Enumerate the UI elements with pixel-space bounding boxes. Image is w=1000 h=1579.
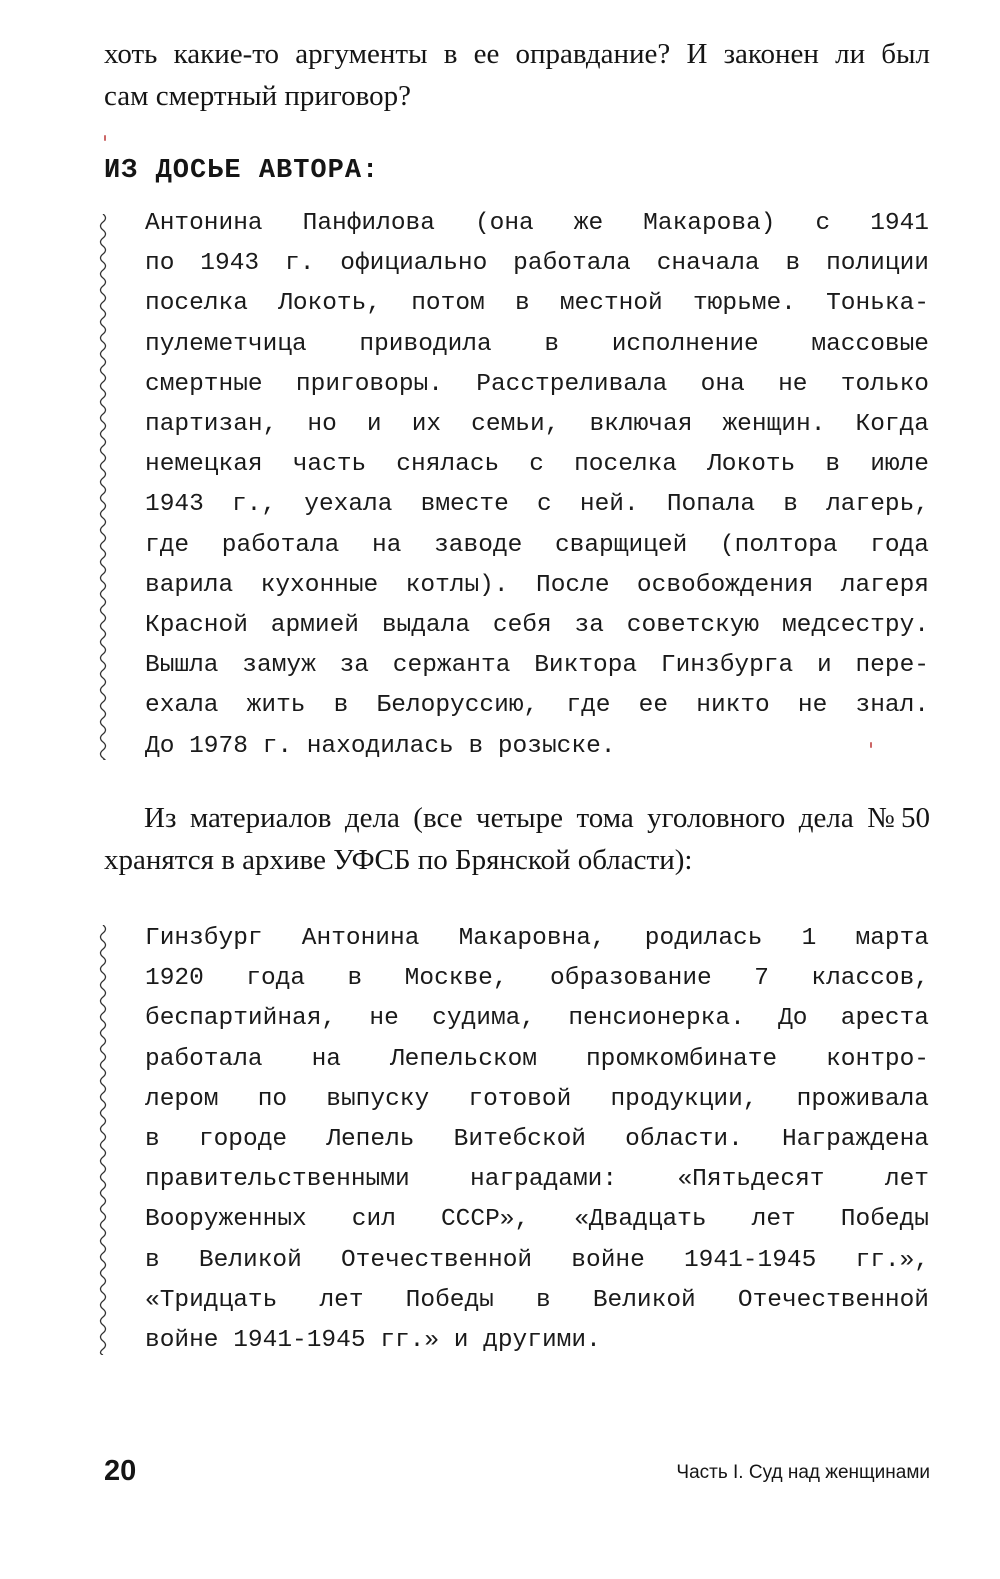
dossier-heading: ИЗ ДОСЬЕ АВТОРА: (104, 156, 380, 186)
text-line: Красной армией выдала себя за советскую медсестру. (145, 612, 929, 640)
text-line: 1943 г., уехала вместе с ней. Попала в лагерь, (145, 491, 929, 519)
text-line: работала на Лепельском промкомбинате контро- (145, 1045, 929, 1073)
text-line: 1920 года в Москве, образование 7 классов, (145, 965, 929, 993)
text-line: правительственными наградами: «Пятьдесят лет (145, 1166, 929, 1194)
text-line: сам смертный приговор? (104, 80, 411, 112)
text-line: Антонина Панфилова (она же Макарова) с 1941 (145, 210, 929, 237)
wavy-rule-graphic (96, 925, 110, 1355)
text-line: войне 1941-1945 гг.» и другими. (145, 1327, 601, 1355)
text-line: Гинзбург Антонина Макаровна, родилась 1 марта (145, 925, 929, 952)
text-line: Вышла замуж за сержанта Виктора Гинзбурга и пере- (145, 652, 929, 680)
text-line: беспартийная, не судима, пенсионерка. До ареста (145, 1005, 929, 1033)
running-head: Часть I. Суд над женщинами (676, 1462, 930, 1483)
print-speck (870, 742, 872, 748)
text-line: Вооруженных сил СССР», «Двадцать лет Победы (145, 1206, 929, 1234)
wavy-rule (96, 925, 110, 1355)
text-line: поселка Локоть, потом в местной тюрьме. Тонька- (145, 290, 929, 318)
text-line: по 1943 г. официально работала сначала в полиции (145, 250, 929, 278)
text-line: Из материалов дела (все четыре тома уголовного дела №50 (144, 802, 930, 834)
wavy-rule (96, 214, 110, 760)
text-line: хоть какие-то аргументы в ее оправдание? И законен ли был (104, 38, 930, 70)
materials-paragraph (104, 797, 930, 881)
text-line: в Великой Отечественной войне 1941-1945 гг.», (145, 1246, 929, 1274)
wavy-line (101, 214, 106, 760)
text-line: где работала на заводе сварщицей (полтора года (145, 531, 929, 559)
wavy-rule-graphic (96, 214, 110, 760)
text-line: ехала жить в Белоруссию, где ее никто не знал. (145, 692, 929, 720)
print-speck (104, 135, 106, 141)
text-line: лером по выпуску готовой продукции, проживала (145, 1085, 929, 1113)
text-line: хранятся в архиве УФСБ по Брянской области): (104, 844, 693, 876)
text-line: смертные приговоры. Расстреливала она не только (145, 370, 929, 398)
text-line: немецкая часть снялась с поселка Локоть в июле (145, 451, 929, 479)
dossier-text (145, 204, 929, 767)
wavy-line (101, 925, 106, 1355)
intro-paragraph (104, 33, 930, 117)
case-record-text (145, 919, 929, 1361)
text-line: «Тридцать лет Победы в Великой Отечественной (145, 1286, 929, 1314)
text-line: До 1978 г. находилась в розыске. (145, 732, 616, 760)
text-line: партизан, но и их семьи, включая женщин. Когда (145, 411, 929, 439)
text-line: варила кухонные котлы). После освобождения лагеря (145, 571, 929, 599)
text-line: пулеметчица приводила в исполнение массовые (145, 330, 929, 358)
page-number: 20 (104, 1455, 137, 1487)
text-line: в городе Лепель Витебской области. Награждена (145, 1126, 929, 1154)
